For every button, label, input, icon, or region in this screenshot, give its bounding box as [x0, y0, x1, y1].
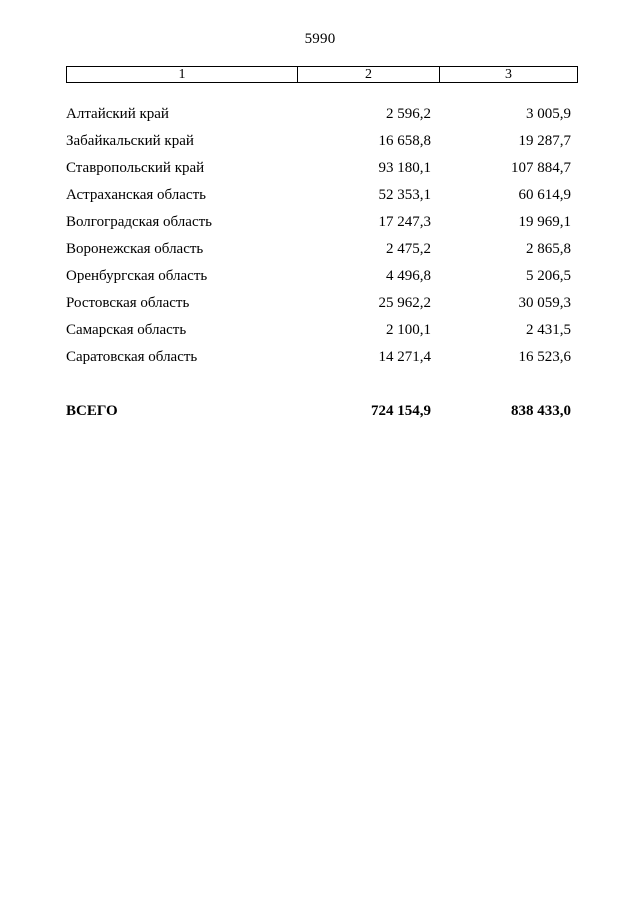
- value-col-3: 30 059,3: [518, 295, 571, 311]
- value-col-3: 2 865,8: [526, 241, 571, 257]
- region-name: Алтайский край: [66, 106, 169, 122]
- region-name: Ставропольский край: [66, 160, 205, 176]
- header-col-1: 1: [67, 67, 298, 82]
- table-row: [66, 321, 578, 348]
- total-col-2: 724 154,9: [371, 403, 431, 419]
- region-name: Воронежская область: [66, 241, 204, 257]
- value-col-2: 2 100,1: [386, 322, 431, 338]
- table-header: [66, 66, 578, 83]
- region-name: Ростовская область: [66, 295, 190, 311]
- table-row: [66, 159, 578, 186]
- value-col-3: 19 287,7: [518, 133, 571, 149]
- value-col-2: 16 658,8: [378, 133, 431, 149]
- region-name: Волгоградская область: [66, 214, 212, 230]
- value-col-2: 2 475,2: [386, 241, 431, 257]
- region-name: Самарская область: [66, 322, 187, 338]
- region-name: Саратовская область: [66, 349, 198, 365]
- table-row: [66, 105, 578, 132]
- value-col-2: 17 247,3: [378, 214, 431, 230]
- value-col-2: 52 353,1: [378, 187, 431, 203]
- header-col-3: 3: [505, 66, 512, 82]
- page-number: 5990: [304, 31, 336, 47]
- value-col-3: 60 614,9: [518, 187, 571, 203]
- value-col-3: 107 884,7: [511, 160, 571, 176]
- table-row: [66, 267, 578, 294]
- value-col-3: 19 969,1: [518, 214, 571, 230]
- value-col-3: 16 523,6: [518, 349, 571, 365]
- header-col-2: 2: [298, 67, 440, 82]
- region-name: Астраханская область: [66, 187, 206, 203]
- table-row: [66, 348, 578, 375]
- region-name: Оренбургская область: [66, 268, 208, 284]
- value-col-2: 4 496,8: [386, 268, 431, 284]
- value-col-2: 14 271,4: [378, 349, 431, 365]
- table-row: [66, 240, 578, 267]
- table-row: [66, 132, 578, 159]
- table-row: [66, 213, 578, 240]
- value-col-2: 25 962,2: [378, 295, 431, 311]
- table-row: [66, 294, 578, 321]
- total-row: [66, 402, 578, 424]
- total-col-3: 838 433,0: [511, 403, 571, 419]
- region-name: Забайкальский край: [66, 133, 194, 149]
- value-col-3: 5 206,5: [526, 268, 571, 284]
- total-label: ВСЕГО: [66, 403, 118, 419]
- table-body: [66, 105, 578, 375]
- value-col-2: 2 596,2: [386, 106, 431, 122]
- table-row: [66, 186, 578, 213]
- value-col-3: 3 005,9: [526, 106, 571, 122]
- value-col-3: 2 431,5: [526, 322, 571, 338]
- value-col-2: 93 180,1: [378, 160, 431, 176]
